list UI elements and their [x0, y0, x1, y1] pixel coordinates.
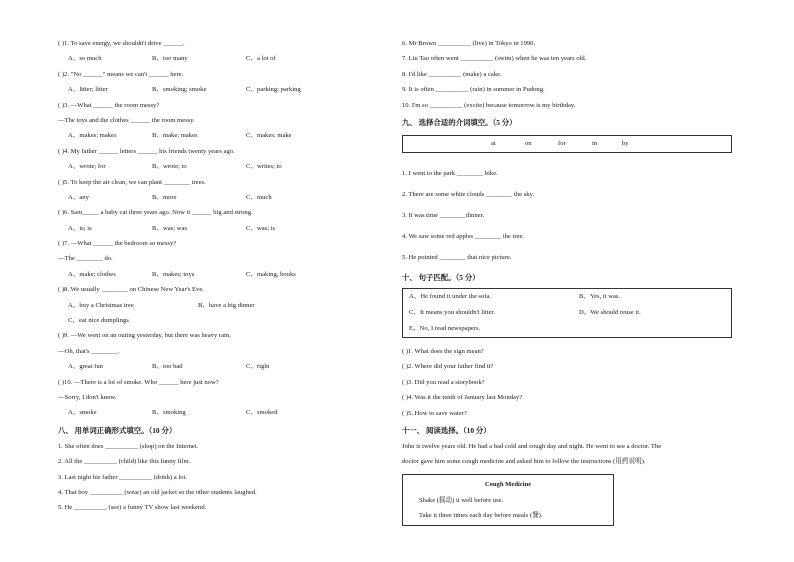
left-column — [58, 36, 388, 516]
question-2: ( )2. "No ______" means we can't ______ here. — [58, 70, 184, 78]
question-2-options — [58, 82, 388, 97]
question-1-options — [58, 51, 388, 66]
section-11-title: 十一、 阅读选择。（10 分） — [402, 425, 491, 435]
option-a: A、smoke — [68, 409, 97, 417]
option-c: C、right — [246, 363, 270, 371]
cough-medicine-title: Cough Medicine — [484, 480, 532, 488]
option-c: C、parking; parking — [246, 86, 301, 94]
match-option-a: A、He found it under the sofa. — [409, 292, 492, 300]
fill-item-10: 10. I'm so __________ (excite) because tomorrow is my birthday. — [402, 101, 576, 109]
question-8: ( )8. We usually ________ on Chinese New Year's Eve. — [58, 286, 204, 294]
fill-item-7: 7. Liu Tao often went __________ (swim) when he was ten years old. — [402, 55, 587, 63]
option-b: B、smoking; smoke — [152, 86, 207, 94]
match-question-1: ( )1. What does the sign mean? — [402, 347, 484, 355]
preposition-for: for — [558, 139, 566, 147]
match-question-2: ( )2. Where did your father find it? — [402, 363, 494, 371]
option-b: B、wrote; to — [152, 163, 187, 171]
match-question-3: ( )3. Did you read a storybook? — [402, 378, 485, 386]
question-7: ( )7. —What ______ the bedroom so messy? — [58, 240, 177, 248]
match-options-box — [402, 288, 732, 338]
right-column — [402, 36, 732, 526]
question-3: ( )3. —What ______ the room messy? — [58, 101, 160, 109]
option-b: B、have a big dinner — [198, 301, 255, 309]
option-a: A、any — [68, 193, 89, 201]
option-a: A、great fun — [68, 363, 103, 371]
match-option-d: D、We should reuse it. — [579, 308, 641, 316]
question-7-options — [58, 267, 388, 282]
option-c: C、eat nice dumplings — [68, 317, 129, 325]
match-question-5: ( )5. How to save water? — [402, 409, 467, 417]
match-option-c: C、It means you shouldn't litter. — [409, 308, 495, 316]
preposition-at: at — [491, 139, 496, 147]
cough-medicine-line-2: Take it three times each day before meals (餐). — [419, 511, 543, 519]
option-a: A、so much — [68, 55, 102, 63]
fill-item-1: 1. She often does __________ (shop) on the Internet. — [58, 442, 199, 450]
section-8-title: 八、 用单词正确形式填空。（10 分） — [58, 425, 177, 435]
question-10-sub: —Sorry, I don't know. — [58, 393, 117, 401]
question-9: ( )9. —We went on an outing yesterday, but there was heavy rain. — [58, 332, 231, 340]
option-a: A、make; clothes — [68, 270, 116, 278]
option-b: B、make; makes — [152, 132, 198, 140]
preposition-in: in — [592, 139, 598, 147]
preposition-by: by — [622, 139, 629, 147]
question-5-options — [58, 190, 388, 205]
question-1: ( )1. To save energy, we shouldn't drive ______. — [58, 40, 185, 47]
prep-question-1: 1. I went to the park ________ bike. — [402, 169, 498, 177]
option-a: A、makes; makes — [68, 132, 117, 140]
fill-item-2: 2. All the __________ (child) like this funny film. — [58, 458, 191, 466]
fill-item-6: 6. Mr Brown __________ (live) in Tokyo in 1990. — [402, 40, 536, 47]
reading-line-1: John is twelve years old. He had a bad cold and cough day and night. He went to see a doctor. The — [402, 442, 662, 450]
option-c: C、making, books — [246, 270, 296, 278]
option-c: C、much — [246, 193, 272, 201]
option-b: B、more — [152, 193, 177, 201]
option-a: A、is; is — [68, 224, 92, 232]
question-6: ( )6. Sam_____ a baby cat three years ago. Now it ______ big and strong. — [58, 209, 253, 217]
option-a: A、buy a Christmas tree — [68, 301, 134, 309]
section-9-title: 九、 选择合适的介词填空。（5 分） — [402, 117, 517, 127]
question-4-options — [58, 159, 388, 174]
preposition-on: on — [525, 139, 532, 147]
section-10-title: 十、 句子匹配。（5 分） — [402, 272, 480, 282]
question-10-options — [58, 405, 388, 420]
option-b: B、too bad — [152, 363, 183, 371]
question-4: ( )4. My father ______ letters ______ his friends twenty years ago. — [58, 147, 235, 155]
fill-item-5: 5. He __________ (see) a funny TV show last weekend. — [58, 504, 207, 512]
cough-medicine-box — [402, 474, 614, 526]
fill-item-9: 9. It is often __________ (rain) in summer in Pudong. — [402, 86, 545, 94]
prep-question-5: 5. He pointed ________ that nice picture. — [402, 253, 512, 261]
option-c: C、writes; to — [246, 163, 282, 171]
fill-item-4: 4. That boy __________ (wear) an old jacket so the other students laughed. — [58, 488, 257, 496]
question-7-sub: —The ________ do. — [58, 255, 113, 263]
option-a: A、litter; litter — [68, 86, 108, 94]
question-3-sub: —The toys and the clothes ______ the room messy. — [58, 116, 195, 124]
option-a: A、wrote; for — [68, 163, 106, 171]
prep-question-4: 4. We saw some red apples ________ the tree. — [402, 232, 525, 240]
question-10: ( )10. —There is a lot of smoke. Who ______ here just now? — [58, 378, 219, 386]
option-c: C、a lot of — [246, 55, 276, 63]
match-option-e: E、No, I read newspapers. — [409, 324, 481, 332]
question-5: ( )5. To keep the air clean, we can plant ________ trees. — [58, 178, 206, 186]
preposition-box — [402, 135, 732, 153]
option-b: B、was; was — [152, 224, 187, 232]
option-b: B、smoking — [152, 409, 186, 417]
question-6-options — [58, 221, 388, 236]
question-8-options — [58, 298, 388, 313]
question-9-options — [58, 359, 388, 374]
option-c: C、smoked — [246, 409, 278, 417]
match-question-4: ( )4. Was it the tenth of January last Monday? — [402, 394, 523, 402]
reading-line-2: doctor gave him some cough medicine and asked him to follow the instructions (用药说明). — [402, 458, 646, 466]
option-b: B、makes; toys — [152, 270, 195, 278]
prep-question-3: 3. It was time ________dinner. — [402, 211, 485, 219]
question-9-sub: —Oh, that's ________. — [58, 347, 120, 355]
question-3-options — [58, 128, 388, 143]
prep-question-2: 2. There are some white clouds ________ the sky. — [402, 190, 535, 198]
cough-medicine-line-1: Shake (摇动) it well before use. — [419, 496, 504, 504]
option-c: C、was; is — [246, 224, 276, 232]
option-b: B、too many — [152, 55, 188, 63]
fill-item-3: 3. Last night his father __________ (drink) a lot. — [58, 473, 187, 481]
option-c: C、makes; make — [246, 132, 292, 140]
fill-item-8: 8. I'd like __________ (make) a cake. — [402, 70, 502, 78]
match-option-b: B、Yes, it was. — [579, 292, 621, 300]
question-8-option-c-line — [58, 313, 388, 328]
